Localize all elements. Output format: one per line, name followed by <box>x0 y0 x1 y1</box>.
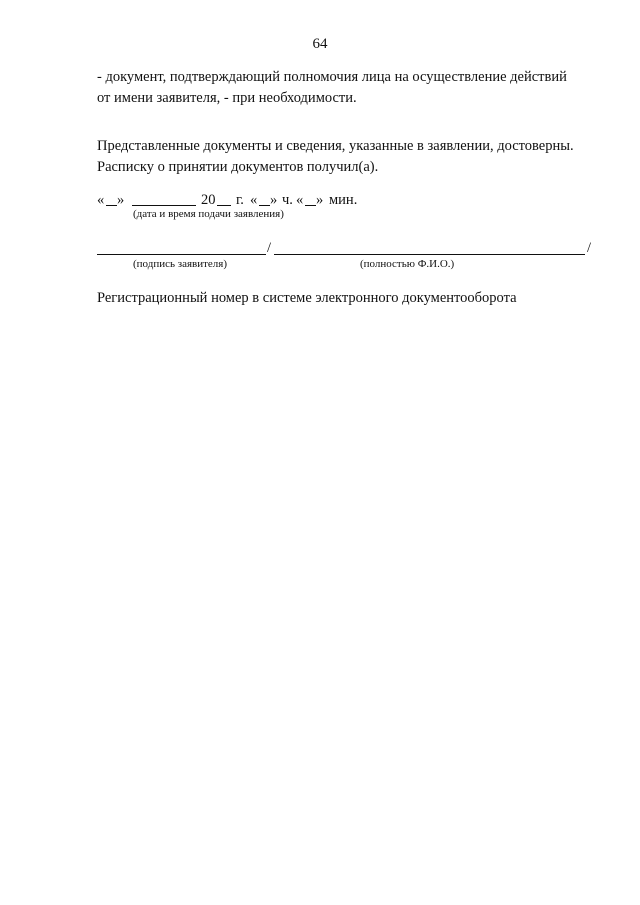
minute-close-quote: » <box>316 192 324 208</box>
name-end-separator: / <box>587 240 592 256</box>
statement-line-1: Представленные документы и сведения, указанные в заявлении, достоверны. <box>97 138 574 154</box>
signature-blank[interactable] <box>97 254 266 255</box>
hour-label: ч. <box>282 192 293 208</box>
year-suffix: г. <box>236 192 244 208</box>
full-name-caption: (полностью Ф.И.О.) <box>360 258 455 270</box>
day-blank[interactable] <box>106 205 117 206</box>
year-prefix: 20 <box>201 192 216 208</box>
signature-separator: / <box>267 240 272 256</box>
document-item-line-2: от имени заявителя, - при необходимости. <box>97 90 357 106</box>
day-open-quote: « <box>97 192 105 208</box>
minute-blank[interactable] <box>305 205 316 206</box>
full-name-blank[interactable] <box>274 254 585 255</box>
statement-line-2: Расписку о принятии документов получил(а). <box>97 159 379 175</box>
signature-caption: (подпись заявителя) <box>133 258 228 270</box>
hour-open-quote: « <box>250 192 258 208</box>
minute-label: мин. <box>329 192 358 208</box>
month-blank[interactable] <box>132 205 196 206</box>
hour-close-quote: » <box>270 192 278 208</box>
hour-blank[interactable] <box>259 205 270 206</box>
datetime-caption: (дата и время подачи заявления) <box>133 208 284 220</box>
registration-number-label: Регистрационный номер в системе электронного документооборота <box>97 290 517 306</box>
year-blank[interactable] <box>217 205 231 206</box>
document-item-line-1: - документ, подтверждающий полномочия лица на осуществление действий <box>97 69 567 85</box>
minute-open-quote: « <box>296 192 304 208</box>
page-number: 64 <box>312 36 328 52</box>
day-close-quote: » <box>117 192 125 208</box>
